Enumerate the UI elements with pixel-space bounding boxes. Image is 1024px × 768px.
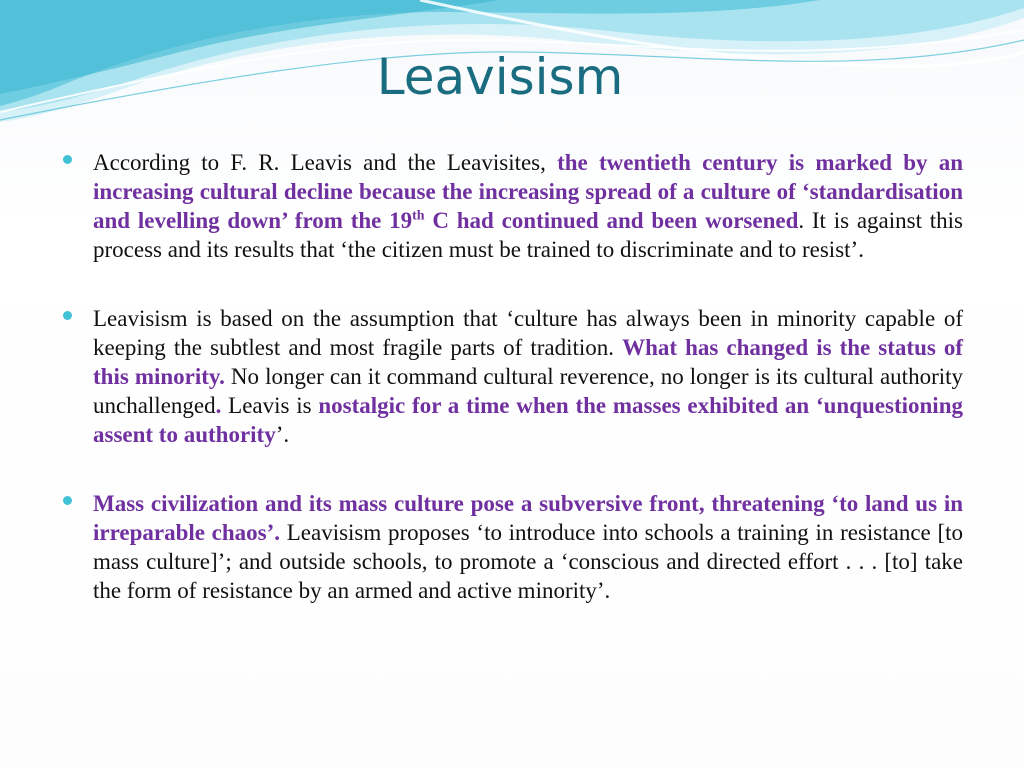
highlight-text: C had continued and been worsened	[424, 208, 799, 233]
highlight-text: What has changed is the status of this minority.	[93, 335, 964, 389]
bullet-dot-icon	[63, 496, 72, 505]
highlight-text: nostalgic for a time when the masses exhibited an ‘unquestioning assent to authority	[93, 393, 963, 447]
bullet-item	[60, 489, 963, 605]
text-segment: According to F. R. Leavis and the Leavisites,	[93, 150, 558, 175]
text-segment: Leavisism is based on the assumption that ‘culture has always been in minority capable of keeping the subtlest and most fragile parts of tradition.	[93, 306, 963, 360]
text-segment: Leavisism proposes ‘to introduce into schools a training in resistance [to mass culture]’; and outside schools, to promote a ‘conscious and directed effort . . . [to] take the form of resistance by an armed and active minority’.	[93, 520, 963, 603]
bullet-dot-icon	[63, 155, 72, 164]
text-segment: ’.	[275, 422, 290, 447]
text-segment: No longer can it command cultural reverence, no longer is its cultural authority unchallenged	[93, 364, 964, 418]
slide-content	[60, 148, 963, 645]
bullet-dot-icon	[63, 311, 72, 320]
text-segment: . It is against this process and its results that ‘the citizen must be trained to discriminate and to resist’.	[93, 208, 963, 262]
highlight-text: the twentieth century is marked by an increasing cultural decline because the increasing spread of a culture of ‘standardisation and levelling down’ from the 19	[93, 150, 963, 233]
slide-title: Leavisism	[376, 48, 624, 106]
text-segment: Leavis is	[221, 393, 319, 418]
superscript-text: th	[412, 208, 425, 224]
highlight-text: Mass civilization and its mass culture pose a subversive front, threatening ‘to land us in irreparable chaos’.	[93, 491, 963, 545]
bullet-item	[60, 304, 963, 449]
highlight-text: .	[215, 393, 222, 418]
bullet-item	[60, 148, 963, 264]
